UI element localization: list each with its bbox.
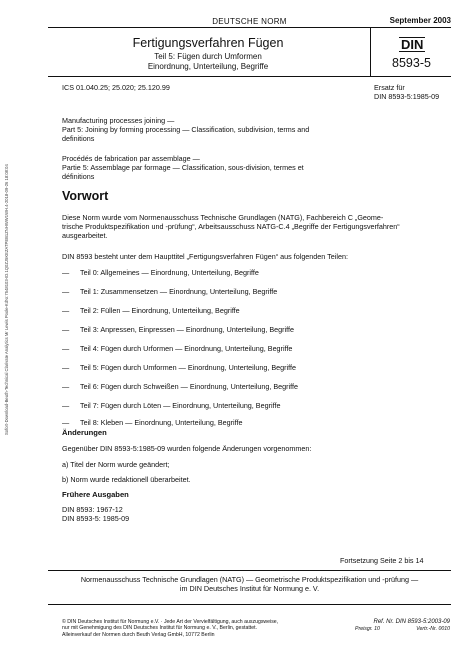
dash: —	[62, 401, 70, 410]
vorwort-heading: Vorwort	[62, 189, 109, 203]
part-title: Teil 5: Fügen durch Umformen — Einordnung, Unterteilung, Begriffe	[80, 363, 297, 372]
ics-codes: ICS 01.040.25; 25.020; 25.120.99	[62, 83, 170, 92]
changes-heading: Änderungen	[62, 428, 107, 437]
part-title: Teil 3: Anpressen, Einpressen — Einordnung, Unterteilung, Begriffe	[80, 325, 295, 334]
part-title: Teil 0: Allgemeines — Einordnung, Unterteilung, Begriffe	[80, 268, 259, 277]
replaces-standard: DIN 8593-5:1985-09	[374, 92, 440, 101]
french-title	[62, 154, 452, 182]
din-number-box	[370, 28, 452, 76]
paragraph-line: Diese Norm wurde vom Normenausschuss Technische Grundlagen (NATG), Fachbereich C „Geome-	[62, 213, 384, 222]
parts-intro: DIN 8593 besteht unter dem Haupttitel „Fertigungsverfahren Fügen“ aus folgenden Teilen:	[62, 252, 348, 261]
copyright-line: © DIN Deutsches Institut für Normung e.V. · Jede Art der Vervielfältigung, auch auszugsweise,	[62, 619, 279, 625]
norm-type-label: DEUTSCHE NORM	[212, 17, 287, 26]
copyright-line: Alleinverkauf der Normen durch Beuth Verlag GmbH, 10772 Berlin	[62, 631, 215, 638]
part-title: Teil 2: Füllen — Einordnung, Unterteilung, Begriffe	[80, 306, 240, 315]
dash: —	[62, 418, 70, 427]
change-item: b) Norm wurde redaktionell überarbeitet.	[62, 475, 191, 484]
paragraph-line: ausgearbeitet.	[62, 231, 108, 241]
header	[48, 14, 451, 28]
publication-date: September 2003	[389, 16, 451, 25]
dash: —	[62, 363, 70, 372]
copyright-line: nur mit Genehmigung des DIN Deutsches Institut für Normung e. V., Berlin, gestattet.	[62, 625, 258, 632]
previous-edition: DIN 8593-5: 1985-09	[62, 514, 130, 523]
committee-line: im DIN Deutsches Institut für Normung e. V.	[179, 584, 320, 594]
dash: —	[62, 344, 70, 353]
dash: —	[62, 268, 70, 277]
dash: —	[62, 382, 70, 391]
standard-number: 8593-5	[392, 56, 431, 70]
footer-divider	[48, 570, 451, 571]
part-title: Teil 8: Kleben — Einordnung, Unterteilung, Begriffe	[80, 418, 243, 427]
previous-editions-heading: Frühere Ausgaben	[62, 490, 129, 499]
continuation-note: Fortsetzung Seite 2 bis 14	[340, 556, 424, 565]
price-group: Preisgr. 10	[355, 626, 380, 632]
french-title-line: définitions	[62, 172, 95, 182]
dash: —	[62, 306, 70, 315]
committee-line: Normenausschuss Technische Grundlagen (NATG) — Geometrische Produktspezifikation und -prüfung —	[80, 575, 419, 584]
replaces-note	[374, 83, 454, 101]
part-title: Teil 6: Fügen durch Schweißen — Einordnung, Unterteilung, Begriffe	[80, 382, 299, 391]
english-title-line: Part 5: Joining by forming processing — Classification, subdivision, terms and	[62, 125, 310, 135]
english-title-line: Manufacturing processes joining —	[62, 116, 175, 125]
french-title-line: Procédés de fabrication par assemblage —	[62, 154, 200, 163]
document-title: Fertigungsverfahren Fügen	[132, 36, 284, 50]
reference-number: Ref. Nr. DIN 8593-5:2003-09	[373, 619, 450, 625]
part-title: Teil 1: Zusammensetzen — Einordnung, Unterteilung, Begriffe	[80, 287, 278, 296]
document-subtitle: Teil 5: Fügen durch Umformen	[154, 52, 262, 61]
document-subtitle-2: Einordnung, Unterteilung, Begriffe	[147, 62, 269, 71]
replaces-label: Ersatz für	[374, 83, 405, 92]
changes-intro: Gegenüber DIN 8593-5:1985-09 wurden folgende Änderungen vorgenommen:	[62, 444, 312, 453]
part-title: Teil 7: Fügen durch Löten — Einordnung, Unterteilung, Begriffe	[80, 401, 281, 410]
vorwort-paragraph	[62, 213, 452, 241]
french-title-line: Partie 5: Assemblage par formage — Classification, sous-division, termes et	[62, 163, 304, 173]
change-item: a) Titel der Norm wurde geändert;	[62, 460, 170, 469]
english-title	[62, 116, 452, 144]
part-title: Teil 4: Fügen durch Urformen — Einordnung, Unterteilung, Begriffe	[80, 344, 293, 353]
copyright-notice	[62, 619, 342, 638]
title-block	[48, 28, 451, 77]
english-title-line: definitions	[62, 134, 95, 144]
din-logo: DIN	[401, 37, 424, 52]
dash: —	[62, 325, 70, 334]
paragraph-line: trische Produktspezifikation und -prüfung“, Arbeitsausschuss NATG-C.4 „Begriffe der Fertigungsverfahren“	[62, 222, 400, 232]
download-watermark: Sofort-Download-Beuth-Technical Clarivate Analytics Mr Lewis Poole-KdNr.7548103-ID.1Q0ZJ5KEZATPEB1ZNHWW1WH.4-2018-09-26 18:08:04	[4, 164, 9, 435]
footer-divider-2	[48, 604, 451, 605]
distribution-number: Vertr.-Nr. 0010	[416, 626, 450, 632]
previous-edition: DIN 8593: 1967-12	[62, 505, 123, 514]
committee-note	[48, 575, 451, 593]
dash: —	[62, 287, 70, 296]
